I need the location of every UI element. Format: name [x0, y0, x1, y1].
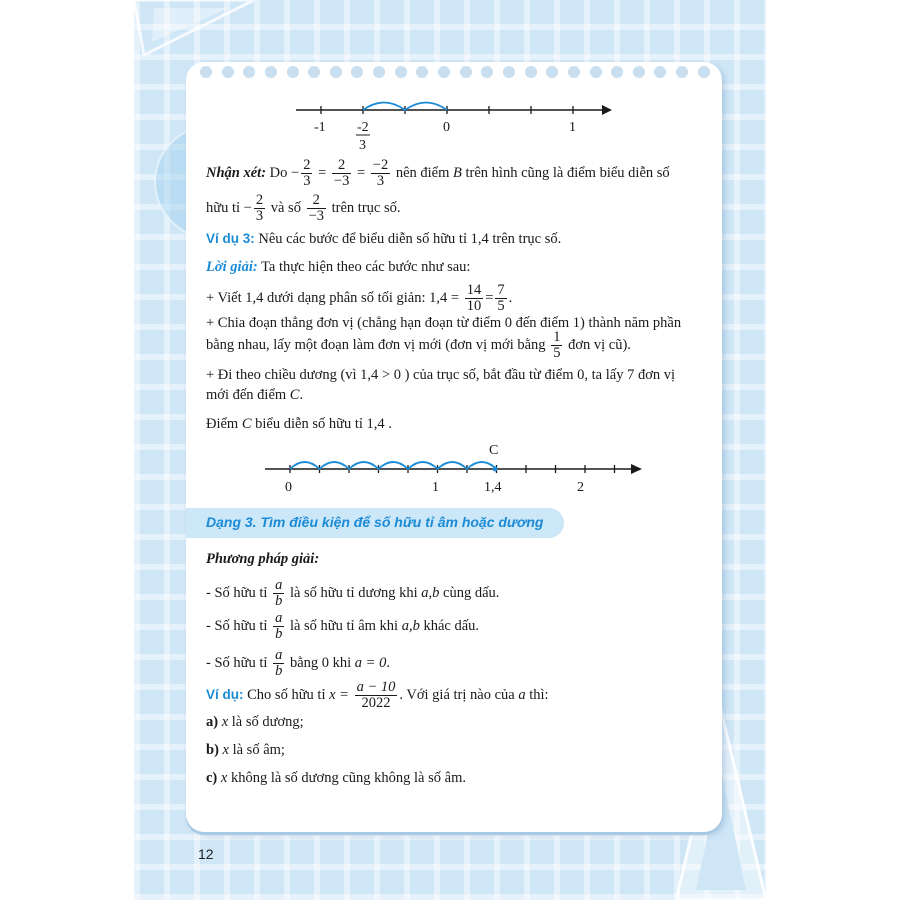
- fraction: $\frac{a}{b}$: [275, 610, 283, 642]
- point-label: C: [289, 387, 300, 403]
- binder-hole: [330, 66, 342, 78]
- tick-label: 2: [577, 480, 584, 495]
- text: đơn vị cũ).: [568, 336, 631, 353]
- binder-hole: [481, 66, 493, 78]
- fraction: $\frac{14}{10}$: [466, 282, 482, 314]
- number-line-1: [290, 95, 620, 155]
- question-c: [206, 769, 466, 787]
- tick-label: 1,4: [484, 480, 502, 495]
- text: . Với giá trị nào của: [399, 686, 515, 703]
- condition: a = 0: [354, 654, 387, 671]
- rule-3: [206, 648, 390, 679]
- binder-hole: [287, 66, 299, 78]
- text: là số dương;: [231, 714, 304, 730]
- fraction: $\frac{-2}{3}$: [372, 157, 389, 189]
- binder-hole: [590, 66, 602, 78]
- binder-hole: [373, 66, 385, 78]
- fraction: $\frac{a - 10}{2022}$: [356, 679, 396, 711]
- binder-hole: [633, 66, 645, 78]
- binder-hole: [200, 66, 212, 78]
- text: không là số dương cũng không là số âm.: [230, 770, 466, 786]
- tick-label: 3: [359, 138, 366, 153]
- text: bằng nhau, lấy một đoạn làm đơn vị mới (đơn vị mới bằng: [206, 336, 546, 353]
- text: và số: [270, 199, 301, 216]
- text: thì:: [529, 686, 549, 703]
- text: - Số hữu tỉ: [206, 617, 268, 634]
- text: .: [386, 654, 390, 671]
- solution-label: Lời giải:: [206, 259, 258, 275]
- binder-hole: [611, 66, 623, 78]
- fraction: $\frac{2}{3}$: [303, 157, 311, 189]
- text: =: [318, 164, 327, 181]
- text: Do: [269, 164, 288, 181]
- question-label: a): [206, 714, 219, 730]
- binder-hole: [568, 66, 580, 78]
- variable: x: [221, 714, 229, 730]
- text: Cho số hữu tỉ: [247, 686, 326, 703]
- solution-conclusion: [206, 415, 392, 433]
- binder-holes: [200, 66, 710, 78]
- tick-label: 1: [432, 480, 439, 495]
- text: x =: [329, 686, 349, 703]
- fraction: $\frac{a}{b}$: [275, 647, 283, 679]
- remark-label: Nhận xét:: [206, 164, 267, 181]
- solution-step-3b: [206, 386, 303, 404]
- question-a: [206, 713, 304, 731]
- binder-hole: [525, 66, 537, 78]
- fraction: $\frac{1}{5}$: [553, 329, 561, 361]
- text: −: [291, 164, 300, 181]
- text: =: [485, 289, 494, 306]
- text: =: [356, 164, 366, 181]
- binder-hole: [243, 66, 255, 78]
- binder-hole: [265, 66, 277, 78]
- method-label: Phương pháp giải:: [206, 551, 320, 567]
- tick-label: 1: [569, 120, 576, 135]
- tick-label: 0: [443, 120, 450, 135]
- point-c-label: C: [489, 443, 499, 458]
- text: hữu tỉ: [206, 199, 241, 216]
- text: Ta thực hiện theo các bước như sau:: [261, 259, 471, 275]
- binder-hole: [654, 66, 666, 78]
- text: khác dấu.: [423, 617, 480, 634]
- text: - Số hữu tỉ: [206, 584, 268, 601]
- text: .: [508, 289, 513, 306]
- text: biểu diễn số hữu tỉ 1,4 .: [255, 416, 392, 432]
- rule-1: [206, 578, 499, 609]
- tick-label: -1: [314, 120, 326, 135]
- example-label: Ví dụ:: [206, 686, 244, 702]
- text: bằng 0 khi: [289, 654, 352, 671]
- binder-hole: [308, 66, 320, 78]
- question-label: c): [206, 770, 218, 786]
- binder-hole: [395, 66, 407, 78]
- text: .: [299, 387, 304, 403]
- example-label: Ví dụ 3:: [206, 231, 255, 246]
- fraction: $\frac{2}{-3}$: [333, 157, 350, 189]
- tick-label: 0: [285, 480, 292, 495]
- fraction: $\frac{2}{3}$: [255, 192, 264, 224]
- text: nên điểm: [395, 164, 450, 181]
- text: + Viết 1,4 dưới dạng phân số tối giản: 1,4 =: [206, 289, 460, 306]
- solution-step-1: [206, 283, 512, 314]
- binder-hole: [460, 66, 472, 78]
- text: + Đi theo chiều dương (vì 1,4 > 0 ) của trục số, bắt đầu từ điểm 0, ta lấy 7 đơn vị: [206, 367, 676, 383]
- remark-line-1: [206, 158, 670, 189]
- variable: x: [220, 770, 228, 786]
- text: - Số hữu tỉ: [206, 654, 268, 671]
- variables: a,b: [401, 617, 420, 634]
- text: −: [243, 199, 252, 216]
- variable: x: [222, 742, 229, 758]
- binder-hole: [222, 66, 234, 78]
- solution-step-2b: [206, 330, 631, 361]
- solution-step-3a: [206, 366, 675, 384]
- text: là số hữu tỉ âm khi: [289, 617, 399, 634]
- solution-intro: [206, 258, 470, 276]
- binder-hole: [676, 66, 688, 78]
- binder-hole: [416, 66, 428, 78]
- binder-hole: [503, 66, 515, 78]
- text: là số hữu tỉ dương khi: [289, 584, 418, 601]
- number-line-2: [260, 438, 650, 496]
- question-b: [206, 741, 285, 759]
- fraction: $\frac{a}{b}$: [275, 577, 283, 609]
- remark-line-2: [206, 193, 401, 224]
- fraction: $\frac{2}{-3}$: [308, 192, 325, 224]
- binder-hole: [351, 66, 363, 78]
- point-label: C: [241, 416, 252, 432]
- rule-2: [206, 611, 479, 642]
- text: cùng dấu.: [443, 584, 500, 601]
- page-number: 12: [198, 846, 214, 862]
- text: Nêu các bước để biểu diễn số hữu tỉ 1,4 trên trục số.: [258, 231, 562, 247]
- variables: a,b: [421, 584, 440, 601]
- text: trên hình cũng là điểm biểu diễn số: [465, 164, 670, 181]
- text: + Chia đoạn thẳng đơn vị (chẳng hạn đoạn từ điểm 0 đến điểm 1) thành năm phần: [206, 315, 682, 331]
- text: là số âm;: [232, 742, 285, 758]
- binder-hole: [438, 66, 450, 78]
- variable: a: [518, 686, 526, 703]
- set-square-decoration: [134, 0, 264, 70]
- example-3: [206, 230, 561, 248]
- tick-label: -2: [357, 120, 369, 135]
- question-label: b): [206, 742, 219, 758]
- example: [206, 680, 549, 711]
- binder-hole: [698, 66, 710, 78]
- text: trên trục số.: [331, 199, 401, 216]
- binder-hole: [546, 66, 558, 78]
- fraction: $\frac{7}{5}$: [497, 282, 505, 314]
- text: mới đến điểm: [206, 387, 287, 403]
- text: Điểm: [206, 416, 239, 432]
- point-label: B: [453, 164, 462, 181]
- section-heading: Dạng 3. Tìm điều kiện để số hữu tỉ âm hoặc dương: [206, 514, 544, 530]
